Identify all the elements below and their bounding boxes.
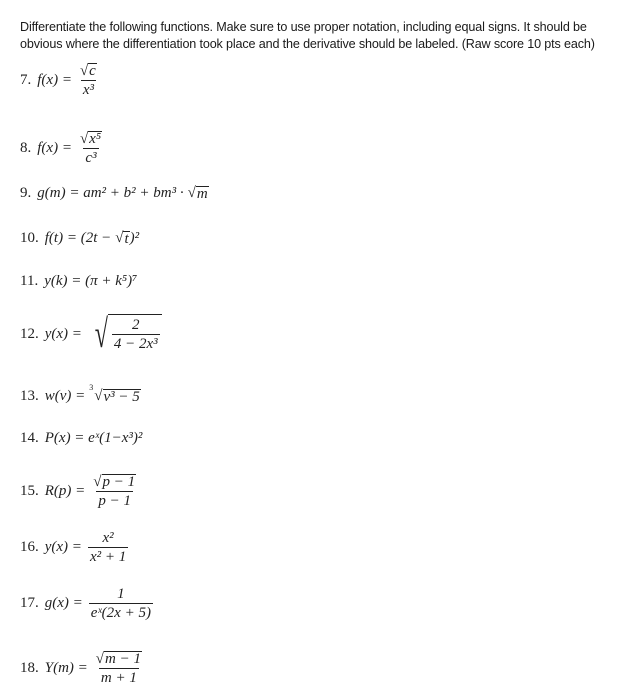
cube-root (94, 388, 141, 405)
problem-number: 8. (20, 139, 32, 156)
problem-18 (20, 648, 144, 688)
denominator: m + 1 (100, 669, 137, 686)
denominator: x² + 1 (89, 548, 127, 565)
sqrt-symbol: √ (115, 229, 124, 246)
instructions-line-2: obvious where the differentiation took place and the derivative should be labeled. (Raw score 10 pts each) (20, 37, 595, 51)
problem-number: 11. (20, 272, 39, 289)
function-expression: y(k) = (π + k⁵)⁷ (44, 272, 138, 289)
radicand: x⁵ (89, 130, 102, 147)
numerator (78, 131, 104, 148)
problem-number: 18. (20, 659, 39, 676)
problem-number: 12. (20, 325, 39, 342)
function-lhs: f(x) = (37, 71, 72, 88)
fraction (112, 317, 160, 352)
sqrt-symbol: √ (95, 650, 105, 667)
sqrt-symbol: √ (94, 311, 108, 356)
problem-number: 15. (20, 482, 39, 499)
fraction (89, 586, 153, 621)
problem-16 (20, 527, 128, 567)
problem-number: 17. (20, 594, 39, 611)
function-lhs: f(x) = (37, 139, 72, 156)
radicand: v³ − 5 (103, 388, 140, 405)
problem-8 (20, 128, 104, 168)
numerator: 1 (117, 585, 125, 602)
sqrt-symbol: √ (187, 184, 196, 201)
problem-12 (20, 311, 162, 356)
expression-tail: )² (129, 229, 140, 246)
problem-15 (20, 471, 138, 511)
radicand: m (196, 185, 208, 202)
numerator (94, 651, 144, 668)
numerator (78, 63, 99, 80)
sqrt-symbol: √ (79, 130, 89, 147)
problem-10 (20, 218, 143, 258)
function-expression: P(x) = eˣ(1−x³)² (44, 429, 143, 446)
fraction (78, 63, 99, 98)
instructions-line-1: Differentiate the following functions. Make sure to use proper notation, including equal signs. It should be (20, 20, 587, 34)
function-lhs: y(x) = (44, 325, 82, 342)
problem-11 (20, 261, 141, 301)
problem-number: 7. (20, 71, 32, 88)
denominator: 4 − 2x³ (113, 336, 158, 352)
square-root (188, 185, 209, 202)
function-lhs: g(m) = am² + b² + bm³ · (37, 184, 184, 201)
function-lhs: Y(m) = (44, 659, 88, 676)
problem-number: 14. (20, 429, 39, 446)
problem-7 (20, 60, 99, 100)
denominator: x³ (82, 81, 94, 98)
radicand: m − 1 (105, 650, 141, 667)
numerator: 2 (132, 317, 140, 333)
fraction (88, 530, 128, 565)
problem-number: 16. (20, 538, 39, 555)
problem-number: 9. (20, 184, 32, 201)
problem-17 (20, 583, 153, 623)
radicand: p − 1 (102, 473, 136, 490)
problem-9 (20, 173, 209, 213)
radicand (108, 314, 162, 354)
problem-number: 10. (20, 229, 39, 246)
fraction (91, 474, 138, 509)
problem-13 (20, 376, 141, 416)
function-lhs: w(v) = (44, 387, 86, 404)
problem-14 (20, 418, 146, 458)
function-lhs: y(x) = (44, 538, 82, 555)
denominator: c³ (85, 149, 97, 166)
numerator: x² (102, 529, 114, 546)
fraction (78, 131, 104, 166)
function-lhs: g(x) = (44, 594, 83, 611)
numerator (91, 474, 138, 491)
fraction (94, 651, 144, 686)
sqrt-symbol: √ (79, 62, 89, 79)
root-index: 3 (89, 383, 94, 392)
denominator: eˣ(2x + 5) (90, 604, 151, 621)
square-root (86, 311, 162, 356)
function-lhs: R(p) = (44, 482, 86, 499)
square-root (115, 230, 129, 247)
sqrt-symbol: √ (94, 387, 103, 404)
denominator: p − 1 (98, 492, 132, 509)
radicand: t (124, 230, 129, 247)
problem-number: 13. (20, 387, 39, 404)
function-lhs: f(t) = (2t − (44, 229, 112, 246)
sqrt-symbol: √ (93, 473, 102, 490)
radicand: c (89, 62, 96, 79)
